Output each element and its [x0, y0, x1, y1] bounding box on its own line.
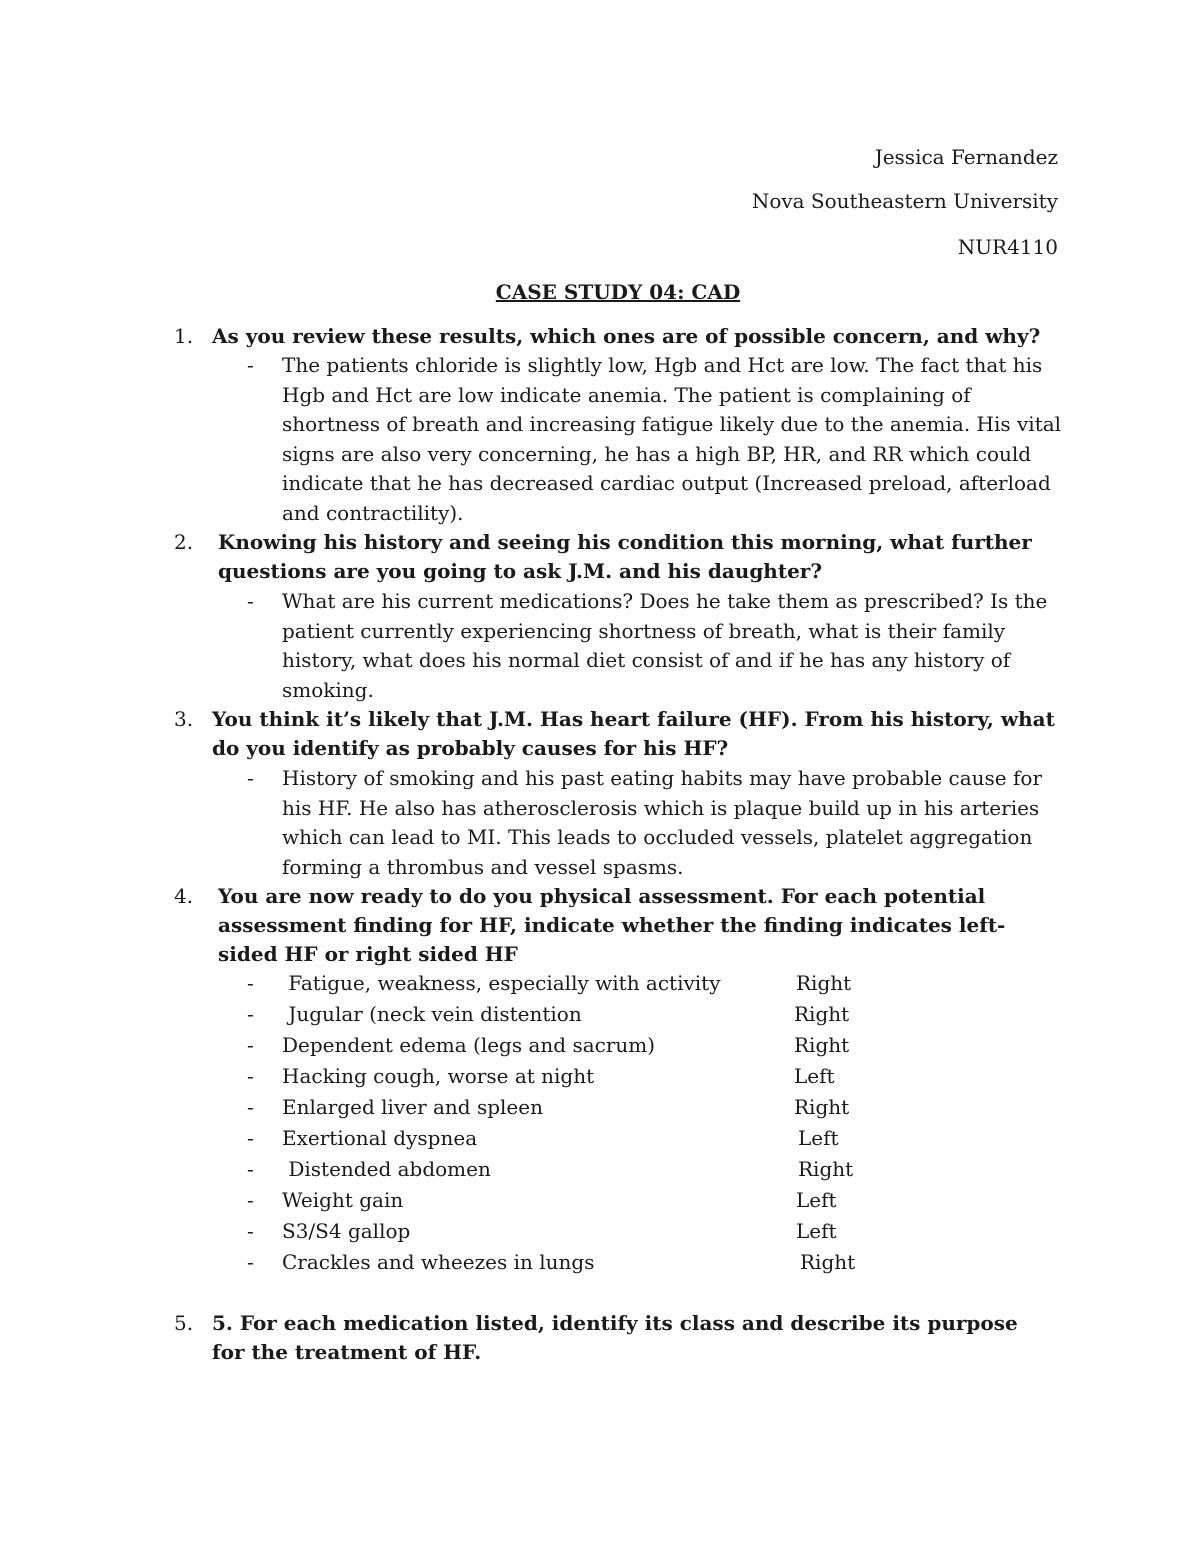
finding-dash: - [247, 1157, 254, 1181]
finding-text: Enlarged liver and spleen [282, 1095, 543, 1119]
answer-text: What are his current medications? Does he take them as prescribed? Is the patient currently experiencing shortness of breath, what is their family history, what does his normal diet consist of and if he has any history of smoking. [282, 589, 1048, 702]
course-code: NUR4110 [957, 235, 1058, 259]
finding-dash: - [247, 1095, 254, 1119]
finding-side: Right [794, 1033, 850, 1057]
finding-side: Right [794, 1095, 850, 1119]
finding-text: Crackles and wheezes in lungs [282, 1250, 595, 1274]
finding-dash: - [247, 1033, 254, 1057]
finding-side: Left [794, 1064, 835, 1088]
question-number: 5. [174, 1311, 194, 1335]
answer-dash: - [247, 766, 254, 790]
finding-side: Right [798, 1157, 854, 1181]
finding-side: Right [800, 1250, 856, 1274]
answer-text: History of smoking and his past eating habits may have probable cause for his HF. He also has atherosclerosis which is plaque build up in his arteries which can lead to MI. This leads to occluded vessels, platelet aggregation forming a thrombus and vessel spasms. [282, 766, 1042, 879]
finding-row [0, 1216, 1200, 1247]
finding-row [0, 1185, 1200, 1216]
student-name: Jessica Fernandez [874, 145, 1058, 169]
question-text: 5. For each medication listed, identify its class and describe its purpose for the treatment of HF. [212, 1311, 1018, 1364]
question-text: You are now ready to do you physical assessment. For each potential assessment finding for HF, indicate whether the finding indicates left-sided HF or right sided HF [218, 884, 1006, 966]
finding-text: S3/S4 gallop [282, 1219, 411, 1243]
finding-text: Distended abdomen [282, 1157, 491, 1181]
finding-text: Jugular (neck vein distention [282, 1002, 582, 1026]
finding-row [0, 1247, 1200, 1278]
finding-row [0, 1092, 1200, 1123]
finding-dash: - [247, 1219, 254, 1243]
question-number: 4. [174, 884, 194, 908]
finding-row [0, 1061, 1200, 1092]
finding-dash: - [247, 1188, 254, 1212]
finding-row [0, 1030, 1200, 1061]
finding-text: Weight gain [282, 1188, 404, 1212]
finding-side: Right [796, 971, 852, 995]
finding-text: Dependent edema (legs and sacrum) [282, 1033, 656, 1057]
question-number: 1. [174, 324, 194, 348]
finding-dash: - [247, 1002, 254, 1026]
question-text: You think it’s likely that J.M. Has heart failure (HF). From his history, what do you identify as probably causes for his HF? [212, 707, 1055, 760]
finding-side: Right [794, 1002, 850, 1026]
finding-text: Fatigue, weakness, especially with activity [282, 971, 721, 995]
page-title: CASE STUDY 04: CAD [495, 280, 741, 304]
finding-side: Left [796, 1188, 837, 1212]
finding-row [0, 1123, 1200, 1154]
question-number: 2. [174, 530, 194, 554]
finding-dash: - [247, 1250, 254, 1274]
question-text: Knowing his history and seeing his condition this morning, what further questions are you going to ask J.M. and his daughter? [218, 530, 1032, 583]
question-text: As you review these results, which ones are of possible concern, and why? [212, 324, 1041, 348]
answer-dash: - [247, 353, 254, 377]
school-name: Nova Southeastern University [751, 189, 1058, 213]
finding-row [0, 1154, 1200, 1185]
finding-dash: - [247, 971, 254, 995]
answer-text: The patients chloride is slightly low, Hgb and Hct are low. The fact that his Hgb and Hct are low indicate anemia. The patient is complaining of shortness of breath and increasing fatigue likely due to the anemia. His vital signs are also very concerning, he has a high BP, HR, and RR which could indicate that he has decreased cardiac output (Increased preload, afterload and contractility). [282, 353, 1062, 525]
finding-text: Hacking cough, worse at night [282, 1064, 595, 1088]
finding-row [0, 968, 1200, 999]
finding-side: Left [796, 1219, 837, 1243]
answer-dash: - [247, 589, 254, 613]
finding-dash: - [247, 1126, 254, 1150]
finding-side: Left [798, 1126, 839, 1150]
finding-dash: - [247, 1064, 254, 1088]
finding-row [0, 999, 1200, 1030]
finding-text: Exertional dyspnea [282, 1126, 478, 1150]
question-number: 3. [174, 707, 194, 731]
